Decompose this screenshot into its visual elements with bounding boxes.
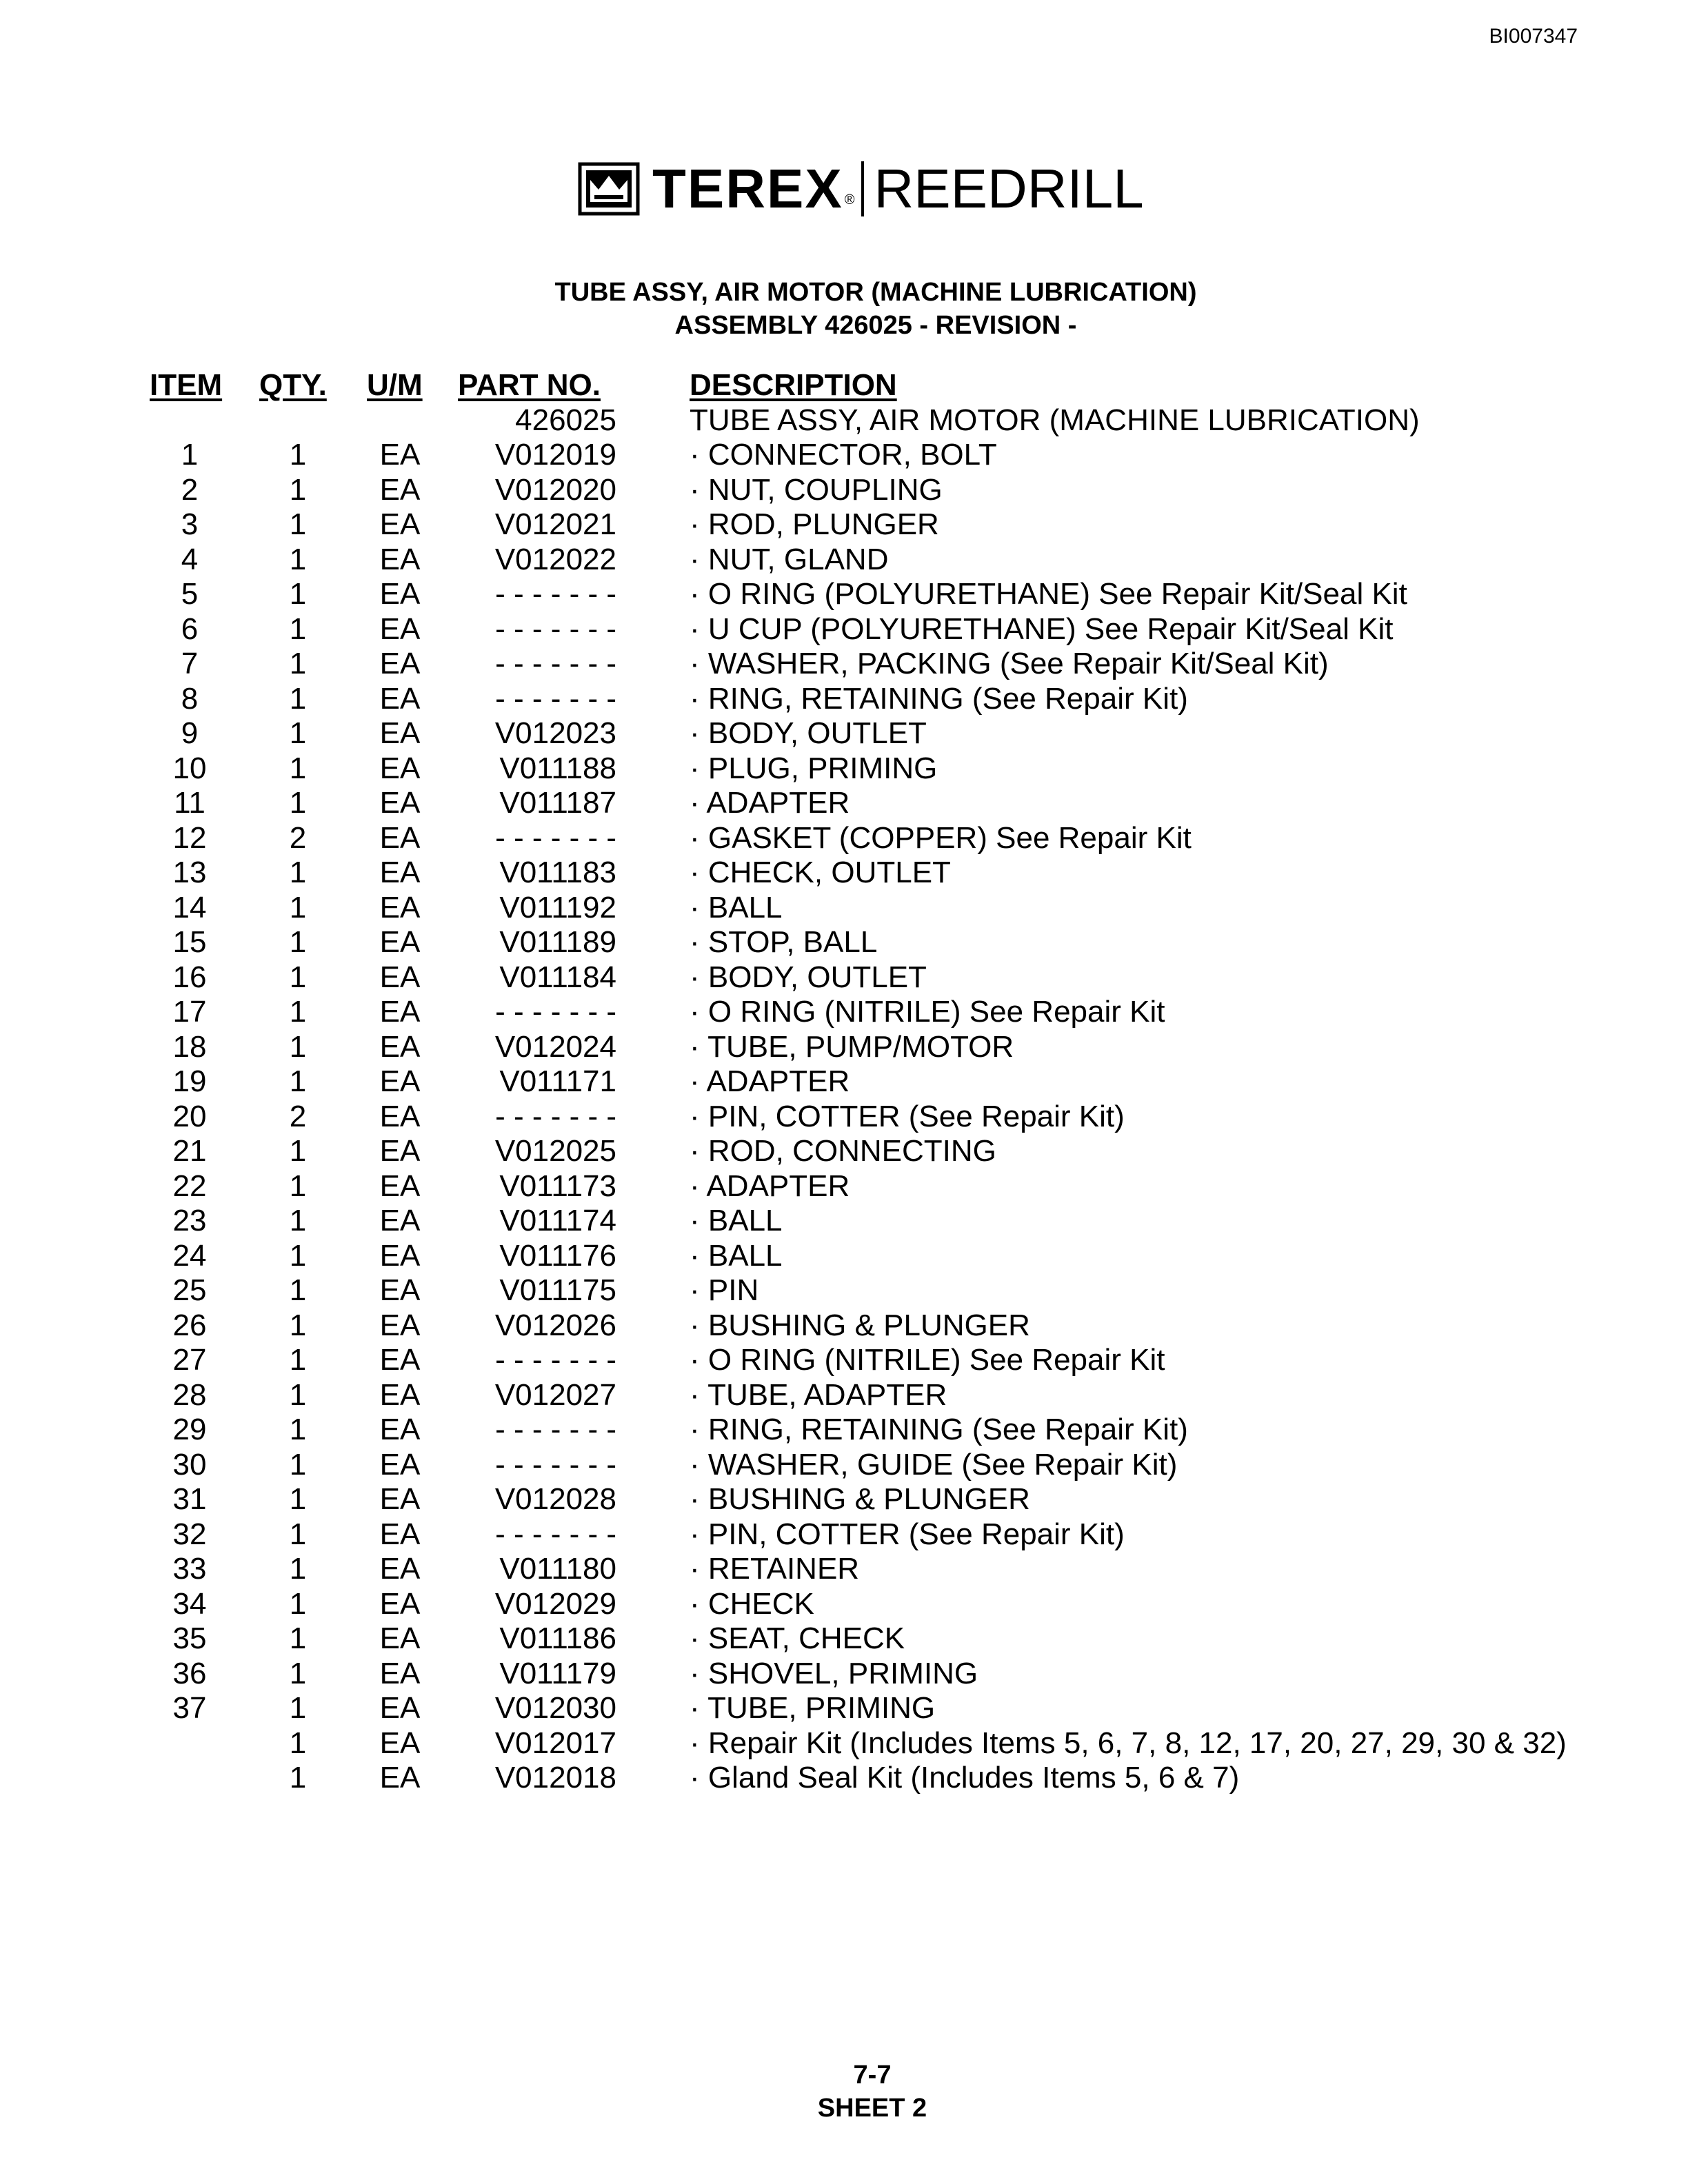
logo-brand: TEREX (652, 158, 843, 219)
cell-part-no: V011173 (499, 1169, 616, 1203)
cell-um: EA (379, 1273, 421, 1307)
cell-description: · BUSHING & PLUNGER (690, 1482, 1030, 1516)
cell-part-no: - - - - - - - (495, 820, 616, 855)
table-row (0, 1691, 1688, 1726)
cell-um: EA (379, 1238, 421, 1273)
cell-description: · TUBE, PRIMING (690, 1691, 936, 1725)
parts-table (0, 368, 1688, 1796)
cell-description: · NUT, GLAND (690, 542, 889, 576)
cell-part-no: V011171 (499, 1064, 616, 1098)
cell-item: 36 (172, 1656, 207, 1690)
cell-item: 32 (172, 1517, 207, 1551)
table-row (0, 1169, 1688, 1204)
cell-part-no: V012028 (494, 1482, 616, 1516)
cell-description: · BALL (690, 1238, 783, 1273)
cell-um: EA (379, 1343, 421, 1377)
cell-description: TUBE ASSY, AIR MOTOR (MACHINE LUBRICATION) (690, 403, 1420, 437)
cell-um: EA (379, 1552, 421, 1586)
table-row (0, 1517, 1688, 1553)
cell-part-no: V012027 (494, 1377, 616, 1412)
cell-um: EA (379, 1064, 421, 1098)
table-row (0, 507, 1688, 543)
cell-description: · CHECK (690, 1586, 814, 1621)
cell-um: EA (379, 995, 421, 1029)
table-row (0, 438, 1688, 473)
cell-qty: 1 (289, 1308, 307, 1342)
cell-item: 15 (172, 925, 207, 959)
cell-description: · BALL (690, 890, 783, 924)
table-row (0, 716, 1688, 751)
cell-qty: 1 (289, 1726, 307, 1760)
cell-qty: 1 (289, 1238, 307, 1273)
cell-description: · CONNECTOR, BOLT (690, 438, 997, 472)
cell-um: EA (379, 1204, 421, 1237)
cell-qty: 1 (289, 1134, 307, 1168)
cell-qty: 1 (289, 1204, 307, 1237)
cell-qty: 1 (289, 751, 307, 785)
table-row (0, 1761, 1688, 1796)
cell-description: · BODY, OUTLET (690, 716, 927, 750)
table-header (0, 368, 1688, 403)
cell-um: EA (379, 1482, 421, 1516)
cell-description: · TUBE, ADAPTER (690, 1377, 947, 1412)
cell-um: EA (379, 681, 421, 716)
cell-item: 17 (172, 995, 207, 1029)
cell-description: · ADAPTER (690, 1169, 850, 1203)
cell-qty: 1 (289, 1343, 307, 1377)
cell-part-no: V011186 (499, 1621, 616, 1655)
cell-um: EA (379, 1656, 421, 1690)
cell-description: · PIN, COTTER (See Repair Kit) (690, 1517, 1125, 1551)
table-row (0, 1204, 1688, 1239)
cell-item: 24 (172, 1238, 207, 1273)
cell-description: · ADAPTER (690, 786, 850, 820)
cell-um: EA (379, 890, 421, 924)
cell-item: 20 (172, 1099, 207, 1133)
cell-description: · ADAPTER (690, 1064, 850, 1098)
cell-qty: 1 (289, 1691, 307, 1725)
document-title (0, 276, 1688, 342)
cell-qty: 1 (289, 1273, 307, 1307)
cell-qty: 1 (289, 542, 307, 576)
cell-part-no: - - - - - - - (495, 995, 616, 1029)
cell-um: EA (379, 1726, 421, 1760)
table-row (0, 543, 1688, 578)
cell-um: EA (379, 1134, 421, 1168)
cell-description: · WASHER, PACKING (See Repair Kit/Seal Kit) (690, 647, 1329, 680)
cell-item: 31 (172, 1482, 207, 1516)
terex-crown-icon (578, 162, 640, 216)
cell-item: 23 (172, 1204, 207, 1237)
cell-qty: 1 (289, 1517, 307, 1551)
cell-um: EA (379, 472, 421, 507)
cell-item: 5 (181, 577, 199, 611)
cell-part-no: V011187 (499, 786, 616, 820)
cell-item: 16 (172, 960, 207, 994)
cell-um: EA (379, 1447, 421, 1482)
cell-description: · RETAINER (690, 1552, 860, 1586)
cell-part-no: V012018 (494, 1761, 616, 1794)
cell-qty: 1 (289, 1169, 307, 1203)
cell-description: · TUBE, PUMP/MOTOR (690, 1029, 1014, 1064)
cell-part-no: V012026 (494, 1308, 616, 1342)
cell-um: EA (379, 1099, 421, 1133)
cell-qty: 1 (289, 1029, 307, 1064)
cell-qty: 1 (289, 577, 307, 611)
cell-part-no: V012025 (494, 1134, 616, 1168)
cell-qty: 1 (289, 681, 307, 716)
table-row (0, 1064, 1688, 1100)
table-row (0, 995, 1688, 1030)
cell-qty: 1 (289, 995, 307, 1029)
table-row (0, 1343, 1688, 1378)
cell-part-no: V012024 (494, 1029, 616, 1064)
cell-part-no: V011192 (499, 890, 616, 924)
cell-part-no: V011188 (499, 751, 616, 785)
cell-um: EA (379, 716, 421, 750)
table-row (0, 1448, 1688, 1483)
cell-description: · BODY, OUTLET (690, 960, 927, 994)
table-row (0, 1308, 1688, 1344)
table-row (0, 751, 1688, 787)
table-row (0, 1030, 1688, 1065)
cell-qty: 2 (289, 820, 307, 855)
header-description: DESCRIPTION (690, 368, 897, 402)
cell-qty: 2 (289, 1099, 307, 1133)
cell-item: 9 (181, 716, 199, 750)
cell-um: EA (379, 1691, 421, 1725)
cell-part-no: V012021 (494, 507, 616, 541)
cell-um: EA (379, 1029, 421, 1064)
logo-product: REEDRILL (874, 158, 1144, 219)
cell-item: 34 (172, 1586, 207, 1621)
cell-description: · U CUP (POLYURETHANE) See Repair Kit/Seal Kit (690, 611, 1394, 646)
cell-item: 14 (172, 890, 207, 924)
cell-item: 1 (181, 438, 199, 472)
sheet-number: SHEET 2 (817, 2094, 927, 2123)
cell-qty: 1 (289, 960, 307, 994)
table-row (0, 682, 1688, 717)
cell-item: 11 (174, 786, 205, 820)
cell-description: · CHECK, OUTLET (690, 856, 951, 889)
cell-item: 33 (172, 1552, 207, 1586)
cell-part-no: V011176 (499, 1238, 616, 1273)
table-row (0, 1621, 1688, 1657)
logo-separator (861, 161, 864, 216)
cell-description: · O RING (NITRILE) See Repair Kit (690, 995, 1165, 1029)
cell-part-no: V011183 (499, 856, 616, 889)
table-row (0, 856, 1688, 891)
table-row (0, 960, 1688, 995)
cell-part-no: V011175 (499, 1273, 616, 1307)
table-row (0, 786, 1688, 821)
table-row (0, 612, 1688, 647)
table-row (0, 577, 1688, 612)
cell-description: · Gland Seal Kit (Includes Items 5, 6 & 7) (690, 1761, 1240, 1794)
table-row (0, 1482, 1688, 1517)
table-row (0, 1413, 1688, 1448)
registered-mark: ® (844, 192, 855, 208)
cell-um: EA (379, 647, 421, 680)
cell-qty: 1 (289, 1761, 307, 1794)
cell-description: · BUSHING & PLUNGER (690, 1308, 1030, 1342)
cell-qty: 1 (289, 856, 307, 889)
company-logo (578, 160, 1144, 218)
title-line-1: TUBE ASSY, AIR MOTOR (MACHINE LUBRICATION) (554, 278, 1197, 307)
cell-um: EA (379, 856, 421, 889)
table-row (0, 1726, 1688, 1761)
table-row (0, 1100, 1688, 1135)
cell-description: · PIN, COTTER (See Repair Kit) (690, 1099, 1125, 1133)
header-um: U/M (367, 368, 423, 402)
cell-qty: 1 (289, 507, 307, 541)
cell-um: EA (379, 820, 421, 855)
cell-item: 30 (172, 1447, 207, 1482)
cell-part-no: V012030 (494, 1691, 616, 1725)
cell-item: 12 (172, 820, 207, 855)
cell-qty: 1 (289, 786, 307, 820)
cell-part-no: V011179 (499, 1656, 616, 1690)
table-row (0, 925, 1688, 960)
header-part-no: PART NO. (458, 368, 601, 402)
cell-item: 26 (172, 1308, 207, 1342)
cell-item: 8 (181, 681, 199, 716)
page-footer (0, 2059, 1688, 2125)
cell-um: EA (379, 786, 421, 820)
cell-item: 22 (172, 1169, 207, 1203)
cell-item: 2 (181, 472, 199, 507)
table-row (0, 1239, 1688, 1274)
cell-item: 7 (181, 647, 199, 680)
table-row (0, 647, 1688, 682)
cell-item: 28 (172, 1377, 207, 1412)
cell-part-no: - - - - - - - (495, 611, 616, 646)
cell-part-no: - - - - - - - (495, 1447, 616, 1482)
cell-qty: 1 (289, 438, 307, 472)
cell-item: 19 (172, 1064, 207, 1098)
table-row (0, 821, 1688, 856)
cell-qty: 1 (289, 716, 307, 750)
cell-part-no: V012020 (494, 472, 616, 507)
cell-item: 25 (172, 1273, 207, 1307)
header-qty: QTY. (259, 368, 327, 402)
document-id: BI007347 (1489, 25, 1578, 48)
cell-item: 10 (172, 751, 207, 785)
cell-description: · GASKET (COPPER) See Repair Kit (690, 820, 1192, 855)
cell-um: EA (379, 1586, 421, 1621)
cell-qty: 1 (289, 1656, 307, 1690)
cell-qty: 1 (289, 1377, 307, 1412)
cell-um: EA (379, 507, 421, 541)
table-row (0, 1134, 1688, 1169)
table-row (0, 891, 1688, 926)
cell-description: · Repair Kit (Includes Items 5, 6, 7, 8, 12, 17, 20, 27, 29, 30 & 32) (690, 1726, 1567, 1760)
table-row (0, 473, 1688, 508)
cell-item: 35 (172, 1621, 207, 1655)
cell-description: · O RING (POLYURETHANE) See Repair Kit/Seal Kit (690, 577, 1407, 611)
cell-part-no: V012023 (494, 716, 616, 750)
table-row (0, 403, 1688, 438)
cell-description: · ROD, CONNECTING (690, 1134, 996, 1168)
cell-um: EA (379, 1517, 421, 1551)
cell-qty: 1 (289, 1586, 307, 1621)
cell-qty: 1 (289, 1621, 307, 1655)
cell-description: · SHOVEL, PRIMING (690, 1656, 978, 1690)
cell-qty: 1 (289, 1482, 307, 1516)
page-number: 7-7 (853, 2061, 892, 2090)
cell-qty: 1 (289, 647, 307, 680)
cell-item: 29 (172, 1413, 207, 1446)
table-row (0, 1587, 1688, 1622)
cell-um: EA (379, 960, 421, 994)
cell-part-no: 426025 (515, 403, 616, 437)
cell-part-no: V012022 (494, 542, 616, 576)
cell-item: 37 (172, 1691, 207, 1725)
cell-item: 6 (181, 611, 199, 646)
cell-description: · NUT, COUPLING (690, 472, 943, 507)
cell-description: · PIN (690, 1273, 759, 1307)
cell-part-no: - - - - - - - (495, 1413, 616, 1446)
cell-description: · PLUG, PRIMING (690, 751, 938, 785)
title-line-2: ASSEMBLY 426025 - REVISION - (674, 311, 1077, 340)
cell-description: · RING, RETAINING (See Repair Kit) (690, 681, 1188, 716)
cell-part-no: V011174 (499, 1204, 616, 1237)
cell-qty: 1 (289, 611, 307, 646)
cell-qty: 1 (289, 1447, 307, 1482)
cell-um: EA (379, 611, 421, 646)
table-row (0, 1378, 1688, 1413)
table-row (0, 1273, 1688, 1308)
cell-description: · ROD, PLUNGER (690, 507, 939, 541)
cell-qty: 1 (289, 1064, 307, 1098)
cell-part-no: - - - - - - - (495, 1517, 616, 1551)
cell-part-no: V011180 (499, 1552, 616, 1586)
cell-part-no: - - - - - - - (495, 1343, 616, 1377)
table-row (0, 1657, 1688, 1692)
cell-um: EA (379, 751, 421, 785)
cell-item: 4 (181, 542, 199, 576)
cell-part-no: - - - - - - - (495, 647, 616, 680)
cell-part-no: V012029 (494, 1586, 616, 1621)
cell-um: EA (379, 1377, 421, 1412)
cell-part-no: - - - - - - - (495, 577, 616, 611)
cell-um: EA (379, 438, 421, 472)
cell-item: 18 (172, 1029, 207, 1064)
cell-qty: 1 (289, 925, 307, 959)
cell-part-no: V012019 (494, 438, 616, 472)
table-row (0, 1552, 1688, 1587)
cell-description: · SEAT, CHECK (690, 1621, 905, 1655)
cell-description: · STOP, BALL (690, 925, 878, 959)
cell-part-no: V011189 (499, 925, 616, 959)
cell-item: 3 (181, 507, 199, 541)
cell-item: 13 (172, 856, 207, 889)
header-item: ITEM (150, 368, 223, 402)
cell-description: · BALL (690, 1204, 783, 1237)
cell-item: 27 (172, 1343, 207, 1377)
cell-part-no: - - - - - - - (495, 1099, 616, 1133)
cell-um: EA (379, 925, 421, 959)
cell-um: EA (379, 1761, 421, 1794)
cell-um: EA (379, 542, 421, 576)
cell-um: EA (379, 577, 421, 611)
cell-um: EA (379, 1308, 421, 1342)
cell-qty: 1 (289, 472, 307, 507)
cell-qty: 1 (289, 1552, 307, 1586)
cell-description: · RING, RETAINING (See Repair Kit) (690, 1413, 1188, 1446)
cell-qty: 1 (289, 1413, 307, 1446)
cell-description: · O RING (NITRILE) See Repair Kit (690, 1343, 1165, 1377)
cell-part-no: V012017 (494, 1726, 616, 1760)
cell-um: EA (379, 1413, 421, 1446)
cell-um: EA (379, 1621, 421, 1655)
cell-qty: 1 (289, 890, 307, 924)
cell-item: 21 (172, 1134, 207, 1168)
cell-part-no: V011184 (499, 960, 616, 994)
cell-um: EA (379, 1169, 421, 1203)
cell-part-no: - - - - - - - (495, 681, 616, 716)
cell-description: · WASHER, GUIDE (See Repair Kit) (690, 1447, 1178, 1482)
